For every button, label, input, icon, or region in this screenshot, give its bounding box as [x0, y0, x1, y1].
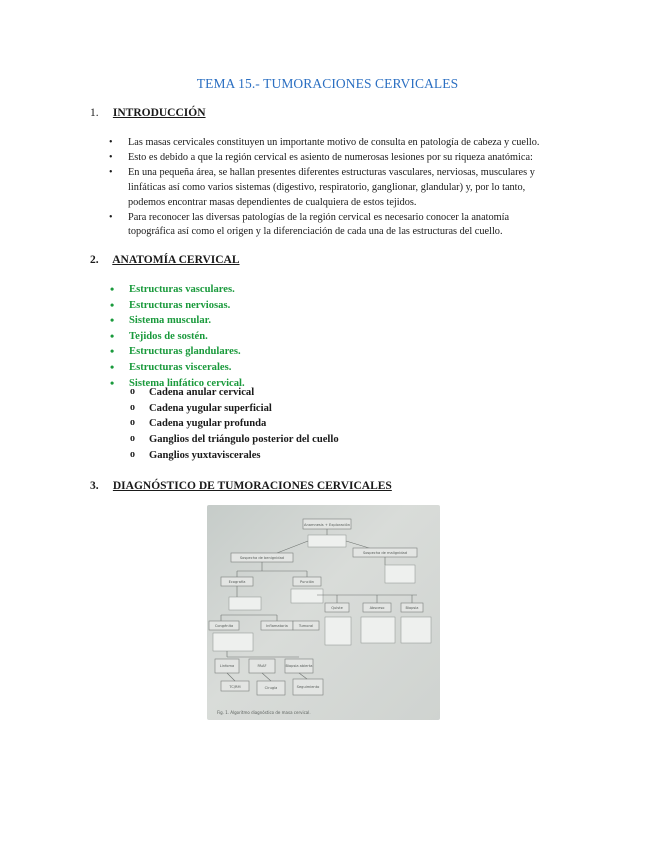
list-item: o Cadena yugular profunda — [130, 416, 450, 432]
section-title: INTRODUCCIÓN — [112, 107, 206, 119]
list-item: • En una pequeña área, se hallan presentes diferentes estructuras vasculares, nerviosas, musculares y — [109, 166, 579, 181]
section-title: ANATOMÍA CERVICAL — [112, 254, 240, 266]
flow-label-14: Seguimiento — [296, 685, 320, 689]
flow-label-10: PAAF — [257, 664, 267, 668]
section-heading-anatomia — [90, 254, 240, 266]
list-item: • Esto es debido a que la región cervical es asiento de numerosas lesiones por su riqueza anatómica: — [109, 151, 579, 166]
list-item: o Cadena anular cervical — [130, 385, 450, 401]
anatomy-list — [110, 282, 410, 391]
flow-label-11: Biopsia abierta — [285, 664, 313, 668]
figure-caption: Fig. 1. Algoritmo diagnóstico de masa cervical. — [217, 710, 311, 715]
list-item-continuation: topográfica así como el origen y la diferenciación de cada una de las estructuras del cuello. — [128, 226, 503, 238]
flow-label-5: Tumoral — [298, 624, 314, 628]
section-number: 2. — [90, 254, 99, 266]
flow-box-note-4 — [213, 633, 253, 651]
flow-label-9: Linfoma — [219, 664, 235, 668]
list-item: • Sistema muscular. — [110, 313, 410, 329]
flow-label-malignant: Sospecha de malignidad — [362, 551, 408, 555]
flow-label-benign: Sospecha de benignidad — [239, 556, 285, 560]
list-item: • Sistema linfático cervical. — [110, 376, 410, 392]
list-item: • Para reconocer las diversas patologías de la región cervical es necesario conocer la anatomía — [109, 211, 579, 226]
flow-label-6: Quiste — [331, 606, 343, 610]
flow-label-2: Punción — [299, 580, 315, 584]
intro-bullet-list — [109, 136, 579, 240]
lymph-chain-list — [130, 385, 450, 464]
flow-label-13: Cirugía — [264, 686, 278, 690]
section-heading-diagnostico — [90, 480, 392, 492]
flow-label-7: Absceso — [369, 606, 385, 610]
list-item: • Tejidos de sostén. — [110, 329, 410, 345]
flow-box-note-6 — [361, 617, 395, 643]
list-item: • Estructuras glandulares. — [110, 344, 410, 360]
flow-label-root: Anamnesis + Exploración — [304, 523, 350, 527]
page-title: TEMA 15.- TUMORACIONES CERVICALES — [196, 76, 459, 91]
list-item-continuation: linfáticas así como varios sistemas (digestivo, respiratorio, ganglionar, glandular) y, por lo tanto, — [128, 181, 526, 193]
flow-label-8: Biopsia — [405, 606, 419, 610]
section-heading-introduccion — [90, 107, 206, 119]
flowchart-diagram — [207, 505, 440, 720]
list-item: • Estructuras viscerales. — [110, 360, 410, 376]
section-number: 1. — [90, 107, 99, 119]
flow-box-note-5 — [325, 617, 351, 645]
list-item: o Cadena yugular superficial — [130, 401, 450, 417]
section-number: 3. — [90, 480, 99, 492]
flow-box-note-7 — [401, 617, 431, 643]
flow-label-12: TC/RM — [229, 685, 241, 689]
list-item: o Ganglios yuxtaviscerales — [130, 448, 450, 464]
flow-box-decision — [308, 535, 346, 547]
list-item: • Las masas cervicales constituyen un importante motivo de consulta en patología de cabeza y cuello. — [109, 136, 579, 151]
list-item: • Estructuras vasculares. — [110, 282, 410, 298]
list-item: o Ganglios del triángulo posterior del cuello — [130, 432, 450, 448]
section-title: DIAGNÓSTICO DE TUMORACIONES CERVICALES — [112, 480, 392, 492]
flow-box-note-3 — [229, 597, 261, 610]
flow-box-note-2 — [385, 565, 415, 583]
flow-label-4: Inflamatoria — [266, 624, 288, 628]
flow-label-1: Ecografía — [228, 580, 246, 584]
diagnostic-algorithm-photo — [207, 505, 440, 720]
list-item-continuation: podemos encontrar masas dependientes de cualquiera de estos tejidos. — [128, 196, 417, 208]
flow-box-note-1 — [291, 589, 323, 603]
list-item: • Estructuras nerviosas. — [110, 298, 410, 314]
flow-label-3: Congénita — [214, 624, 234, 628]
